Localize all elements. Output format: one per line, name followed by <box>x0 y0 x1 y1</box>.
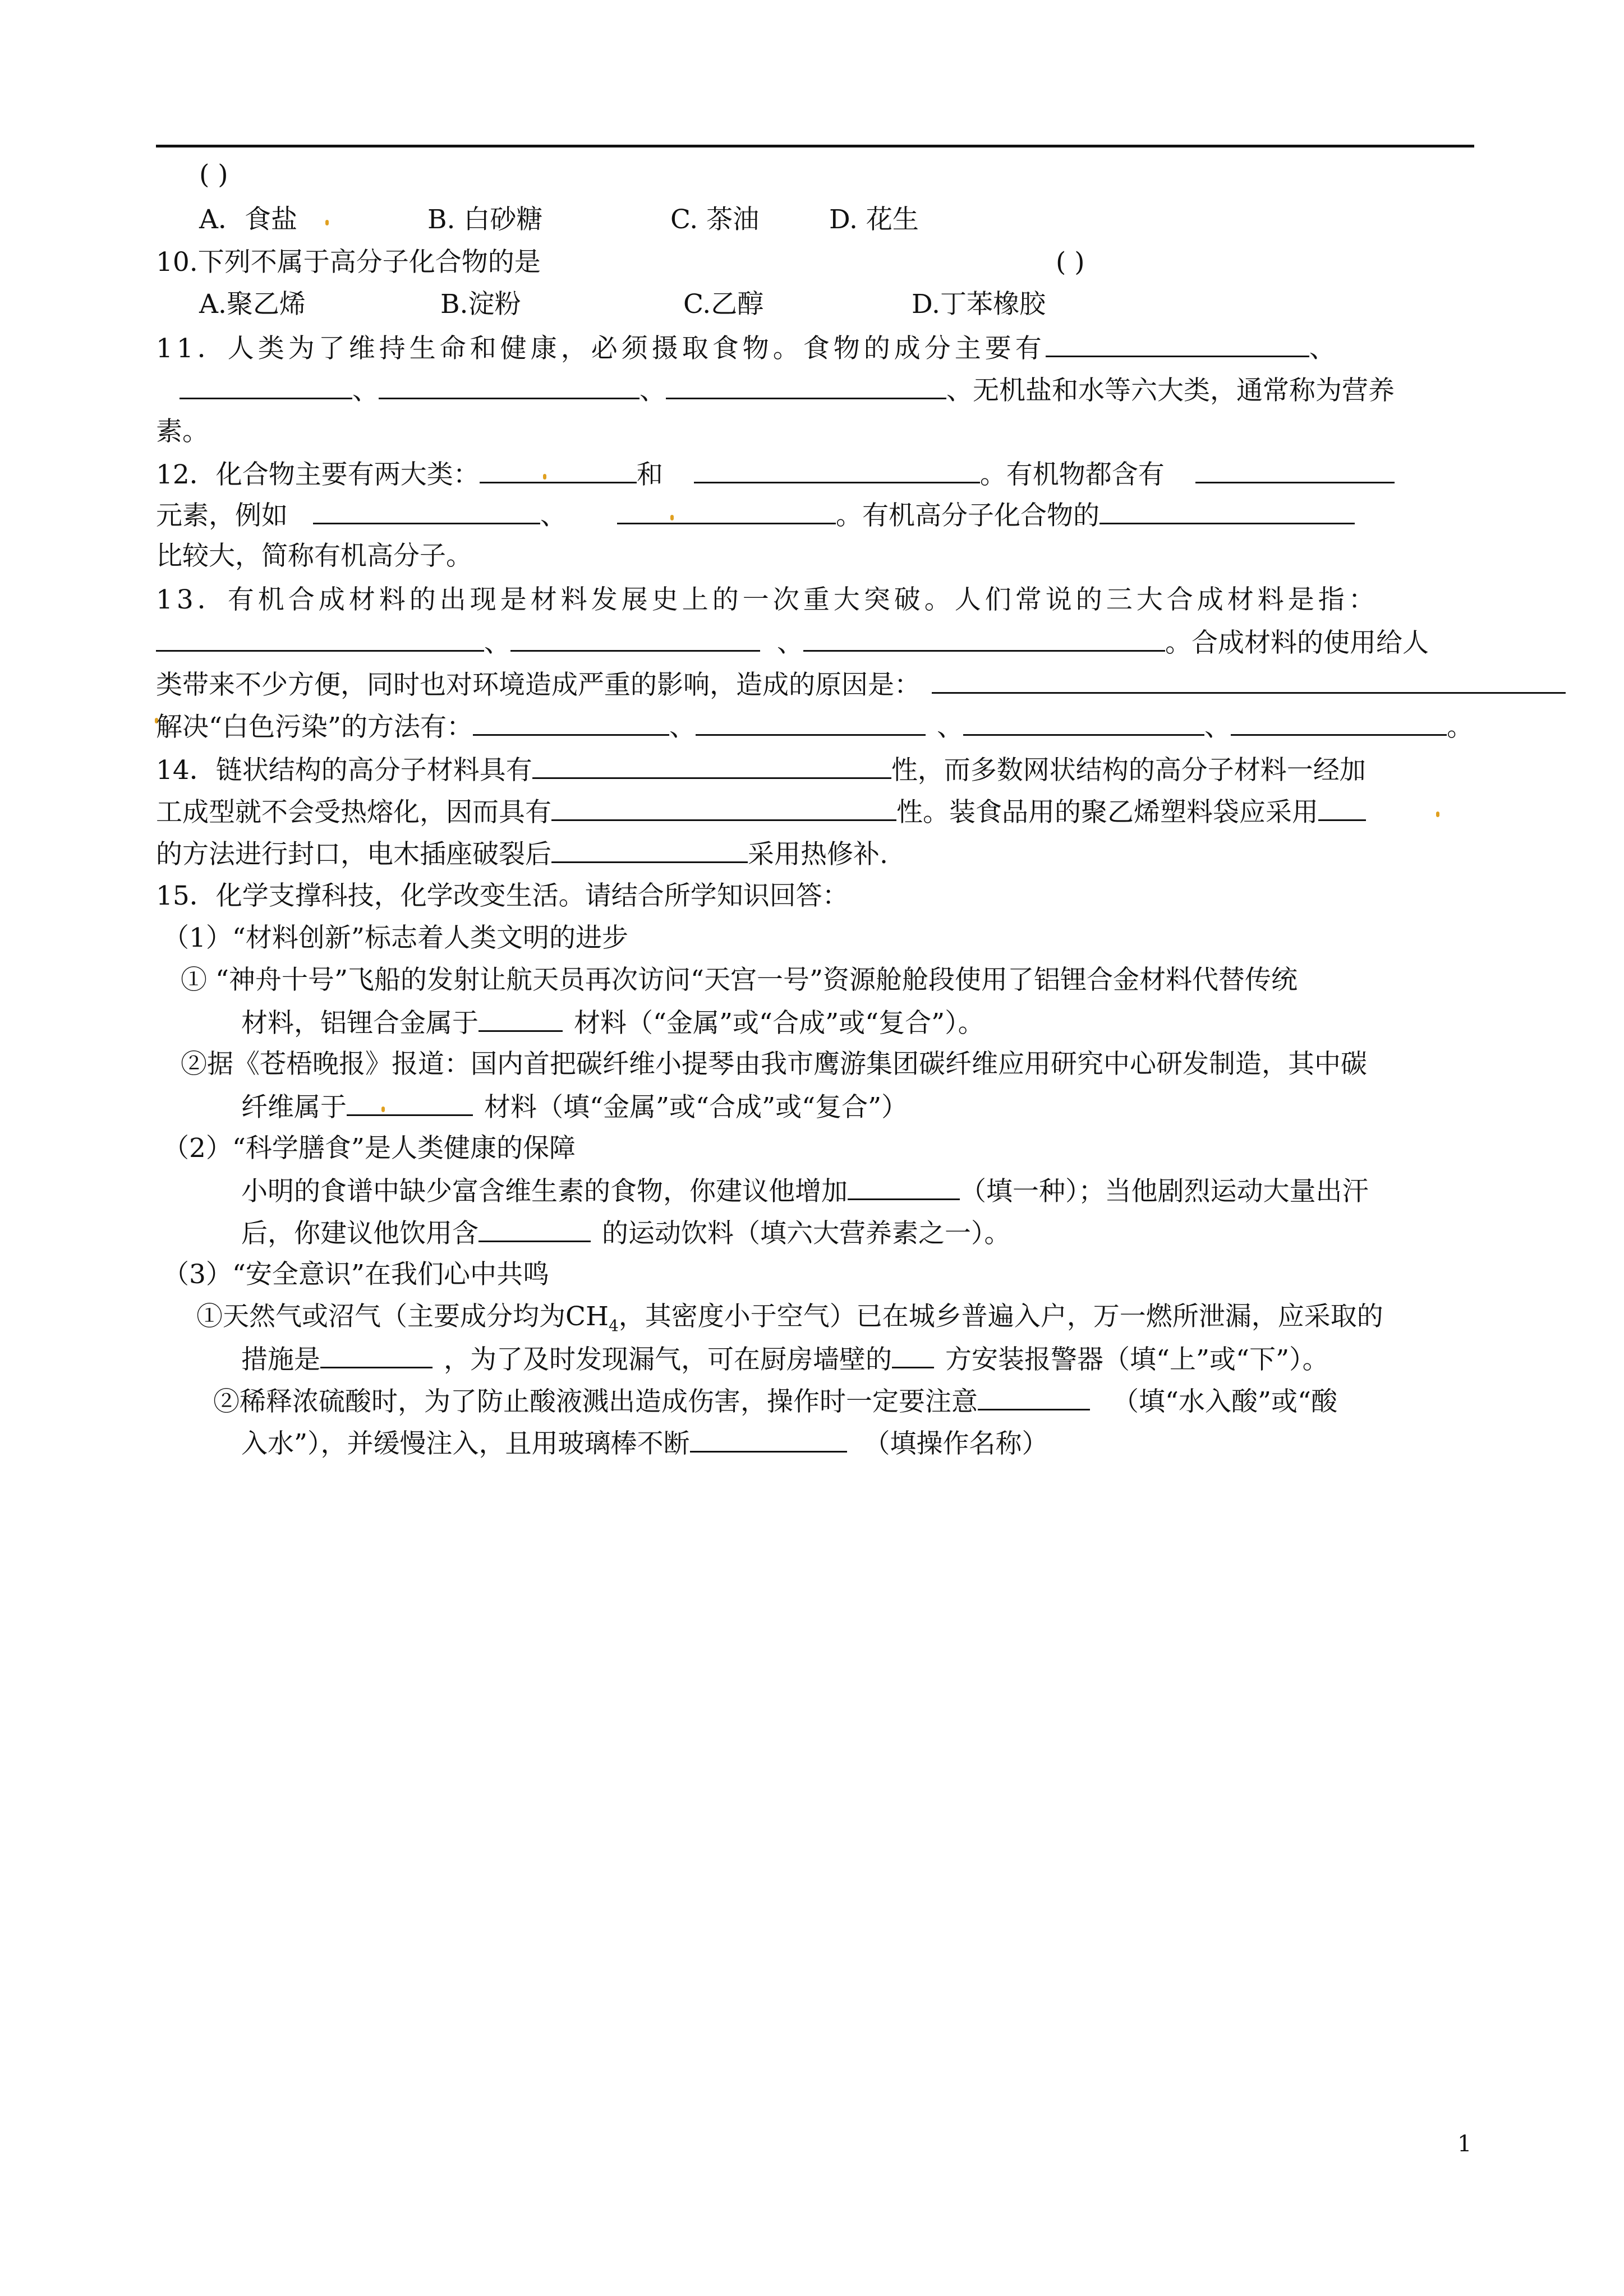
q15-text: 的运动饮料（填六大营养素之一）。 <box>602 1218 1011 1249</box>
subscript: 4 <box>608 1316 619 1335</box>
q13-blank-6[interactable] <box>696 709 926 736</box>
q14-line3 <box>156 837 888 872</box>
q12-line1-text: 。有机物都含有 <box>979 459 1165 490</box>
mark-dot <box>325 220 329 225</box>
q15-part1-item2: ②据《苍梧晚报》报道：国内首把碳纤维小提琴由我市鹰游集团碳纤维应用研究中心研发制造，其中碳 <box>181 1049 1367 1080</box>
q14-line2-tail: 性。装食品用的聚乙烯塑料袋应采用 <box>896 797 1318 828</box>
q12-line2 <box>156 498 1355 533</box>
separator: 、 <box>1309 333 1340 364</box>
q13-line4 <box>156 709 1473 744</box>
q13-blank-5[interactable] <box>473 709 669 736</box>
q11-line2 <box>180 373 1395 408</box>
separator: 、 <box>777 628 803 658</box>
q11-stem: 11．人类为了维持生命和健康，必须摄取食物。食物的成分主要有 <box>156 333 1046 364</box>
q10-option-a: A.聚乙烯 <box>199 289 306 320</box>
q9-answer-paren: ( ) <box>199 159 228 190</box>
q15-part3-item1 <box>196 1300 1383 1343</box>
q11-blank-2[interactable] <box>180 373 352 399</box>
q15-text: 措施是 <box>241 1344 320 1375</box>
q15-blank-2[interactable] <box>347 1090 473 1116</box>
q12-blank-5[interactable] <box>617 498 836 524</box>
q9-option-a: A．食盐 <box>199 204 297 235</box>
q10-option-c: C.乙醇 <box>683 289 764 320</box>
q13-line4-text: 解决“白色污染”的方法有： <box>156 712 473 743</box>
q13-blank-1[interactable] <box>156 625 484 652</box>
q15-text: 后，你建议他饮用含 <box>241 1218 479 1249</box>
q14-line1 <box>156 753 1366 787</box>
q10-option-b: B.淀粉 <box>440 289 521 320</box>
q13-blank-4[interactable] <box>932 667 1566 694</box>
q15-text: 入水”），并缓慢注入，且用玻璃棒不断 <box>241 1428 690 1459</box>
separator: 、 <box>669 712 696 743</box>
q11-line1 <box>156 331 1340 366</box>
q15-blank-8[interactable] <box>690 1426 847 1453</box>
q12-line2-text: 元素，例如 <box>156 500 288 531</box>
separator: 、 <box>484 628 510 658</box>
q13-line2 <box>156 625 1429 660</box>
q15-part1-item1-cont <box>241 1006 984 1040</box>
header-rule <box>156 145 1474 147</box>
separator: 、 <box>540 500 567 531</box>
q14-blank-1[interactable] <box>532 753 891 779</box>
q11-blank-4[interactable] <box>666 373 946 399</box>
q14-blank-3[interactable] <box>1318 795 1366 821</box>
q12-blank-3[interactable] <box>1195 457 1395 483</box>
mark-dot <box>1436 812 1439 817</box>
q15-part1-item1: ① “神舟十号”飞船的发射让航天员再次访问“天宫一号”资源舱舱段使用了铝锂合金材料代替传统 <box>181 965 1298 995</box>
q12-blank-2[interactable] <box>694 457 980 483</box>
q14-blank-4[interactable] <box>551 837 748 863</box>
q11-line2-text: 、无机盐和水等六大类，通常称为营养 <box>946 375 1395 406</box>
q12-line3: 比较大，简称有机高分子。 <box>156 541 472 571</box>
q14-line3-text: 的方法进行封口，电木插座破裂后 <box>156 839 551 870</box>
mark-dot <box>381 1106 385 1112</box>
mark-dot <box>543 474 546 480</box>
q14-line2-text: 工成型就不会受热熔化，因而具有 <box>156 797 551 828</box>
q15-blank-3[interactable] <box>848 1174 960 1200</box>
q11-line3: 素。 <box>156 416 209 447</box>
q15-blank-6[interactable] <box>892 1342 934 1368</box>
q10-stem: 10.下列不属于高分子化合物的是 <box>156 247 541 278</box>
q15-text: 材料，铝锂合金属于 <box>241 1008 479 1039</box>
q15-stem: 15．化学支撑科技，化学改变生活。请结合所学知识回答： <box>156 880 849 911</box>
q15-part1-item2-cont <box>241 1090 908 1124</box>
separator: 、 <box>352 375 379 406</box>
separator: 、 <box>1204 712 1231 743</box>
q11-blank-3[interactable] <box>379 373 640 399</box>
q15-text: ①天然气或沼气（主要成分均为CH <box>196 1301 609 1332</box>
page-number: 1 <box>1457 2131 1472 2157</box>
q13-line3-text: 类带来不少方便，同时也对环境造成严重的影响，造成的原因是： <box>156 670 921 700</box>
q15-blank-5[interactable] <box>320 1342 433 1368</box>
q12-line1 <box>156 457 1395 492</box>
q15-part1: （1）“材料创新”标志着人类文明的进步 <box>163 923 628 953</box>
q15-text: 纤维属于 <box>241 1092 347 1123</box>
q15-text: （填操作名称） <box>863 1428 1048 1459</box>
q12-stem: 12．化合物主要有两大类： <box>156 459 480 490</box>
q15-text: （填一种）；当他剧烈运动大量出汗 <box>960 1176 1369 1207</box>
q12-blank-6[interactable] <box>1099 498 1355 524</box>
q15-part3-item2-cont <box>241 1426 1048 1461</box>
q12-blank-4[interactable] <box>313 498 540 524</box>
q15-text: ，为了及时发现漏气，可在厨房墙壁的 <box>444 1344 892 1375</box>
q13-line3 <box>156 667 1566 702</box>
q9-option-d: D. 花生 <box>829 204 919 235</box>
q11-blank-1[interactable] <box>1046 331 1309 357</box>
q15-blank-7[interactable] <box>978 1384 1090 1410</box>
q15-text: 材料（“金属”或“合成”或“复合”）。 <box>574 1008 984 1039</box>
q13-blank-7[interactable] <box>963 709 1204 736</box>
q13-blank-8[interactable] <box>1231 709 1447 736</box>
q12-and: 和 <box>636 459 663 490</box>
mark-dot <box>670 515 674 520</box>
q10-answer-paren: ( ) <box>1056 247 1085 278</box>
q15-text: 小明的食谱中缺少富含维生素的食物，你建议他增加 <box>241 1176 848 1207</box>
q15-part3-item2 <box>213 1384 1337 1419</box>
q14-line2 <box>156 795 1366 829</box>
q13-line1: 13．有机合成材料的出现是材料发展史上的一次重大突破。人们常说的三大合成材料是指： <box>156 584 1379 615</box>
q9-option-c: C. 茶油 <box>670 204 760 235</box>
q14-blank-2[interactable] <box>551 795 896 821</box>
q12-line2-tail: 。有机高分子化合物的 <box>836 500 1099 531</box>
q15-part2-line1 <box>241 1174 1369 1209</box>
q13-line2-text: 。合成材料的使用给人 <box>1165 628 1429 658</box>
period: 。 <box>1447 712 1474 743</box>
q15-text: ，其密度小于空气）已在城乡普遍入户，万一燃所泄漏，应采取的 <box>618 1301 1383 1332</box>
q14-line1-text: 性，而多数网状结构的高分子材料一经加 <box>891 755 1366 786</box>
q10-option-d: D.丁苯橡胶 <box>912 289 1046 320</box>
q15-blank-1[interactable] <box>479 1006 563 1032</box>
q14-stem: 14．链状结构的高分子材料具有 <box>156 755 532 786</box>
separator: 、 <box>640 375 666 406</box>
q13-blank-3[interactable] <box>803 625 1165 652</box>
q13-blank-2[interactable] <box>510 625 760 652</box>
q15-text: 材料（填“金属”或“合成”或“复合”） <box>484 1092 908 1123</box>
q15-blank-4[interactable] <box>479 1216 591 1242</box>
separator: 、 <box>937 712 964 743</box>
q15-part2-line2 <box>241 1216 1011 1251</box>
q15-text: （填“水入酸”或“酸 <box>1112 1386 1338 1417</box>
q15-text: 方安装报警器（填“上”或“下”）。 <box>945 1344 1329 1375</box>
q15-part3-item1-cont <box>241 1342 1329 1377</box>
q14-line3-tail: 采用热修补. <box>748 839 888 870</box>
q15-part3: （3）“安全意识”在我们心中共鸣 <box>163 1259 549 1290</box>
q15-part2: （2）“科学膳食”是人类健康的保障 <box>163 1133 576 1164</box>
q15-text: ②稀释浓硫酸时，为了防止酸液溅出造成伤害，操作时一定要注意 <box>213 1386 978 1417</box>
q12-blank-1[interactable] <box>480 457 637 483</box>
q9-option-b: B. 白砂糖 <box>427 204 543 235</box>
